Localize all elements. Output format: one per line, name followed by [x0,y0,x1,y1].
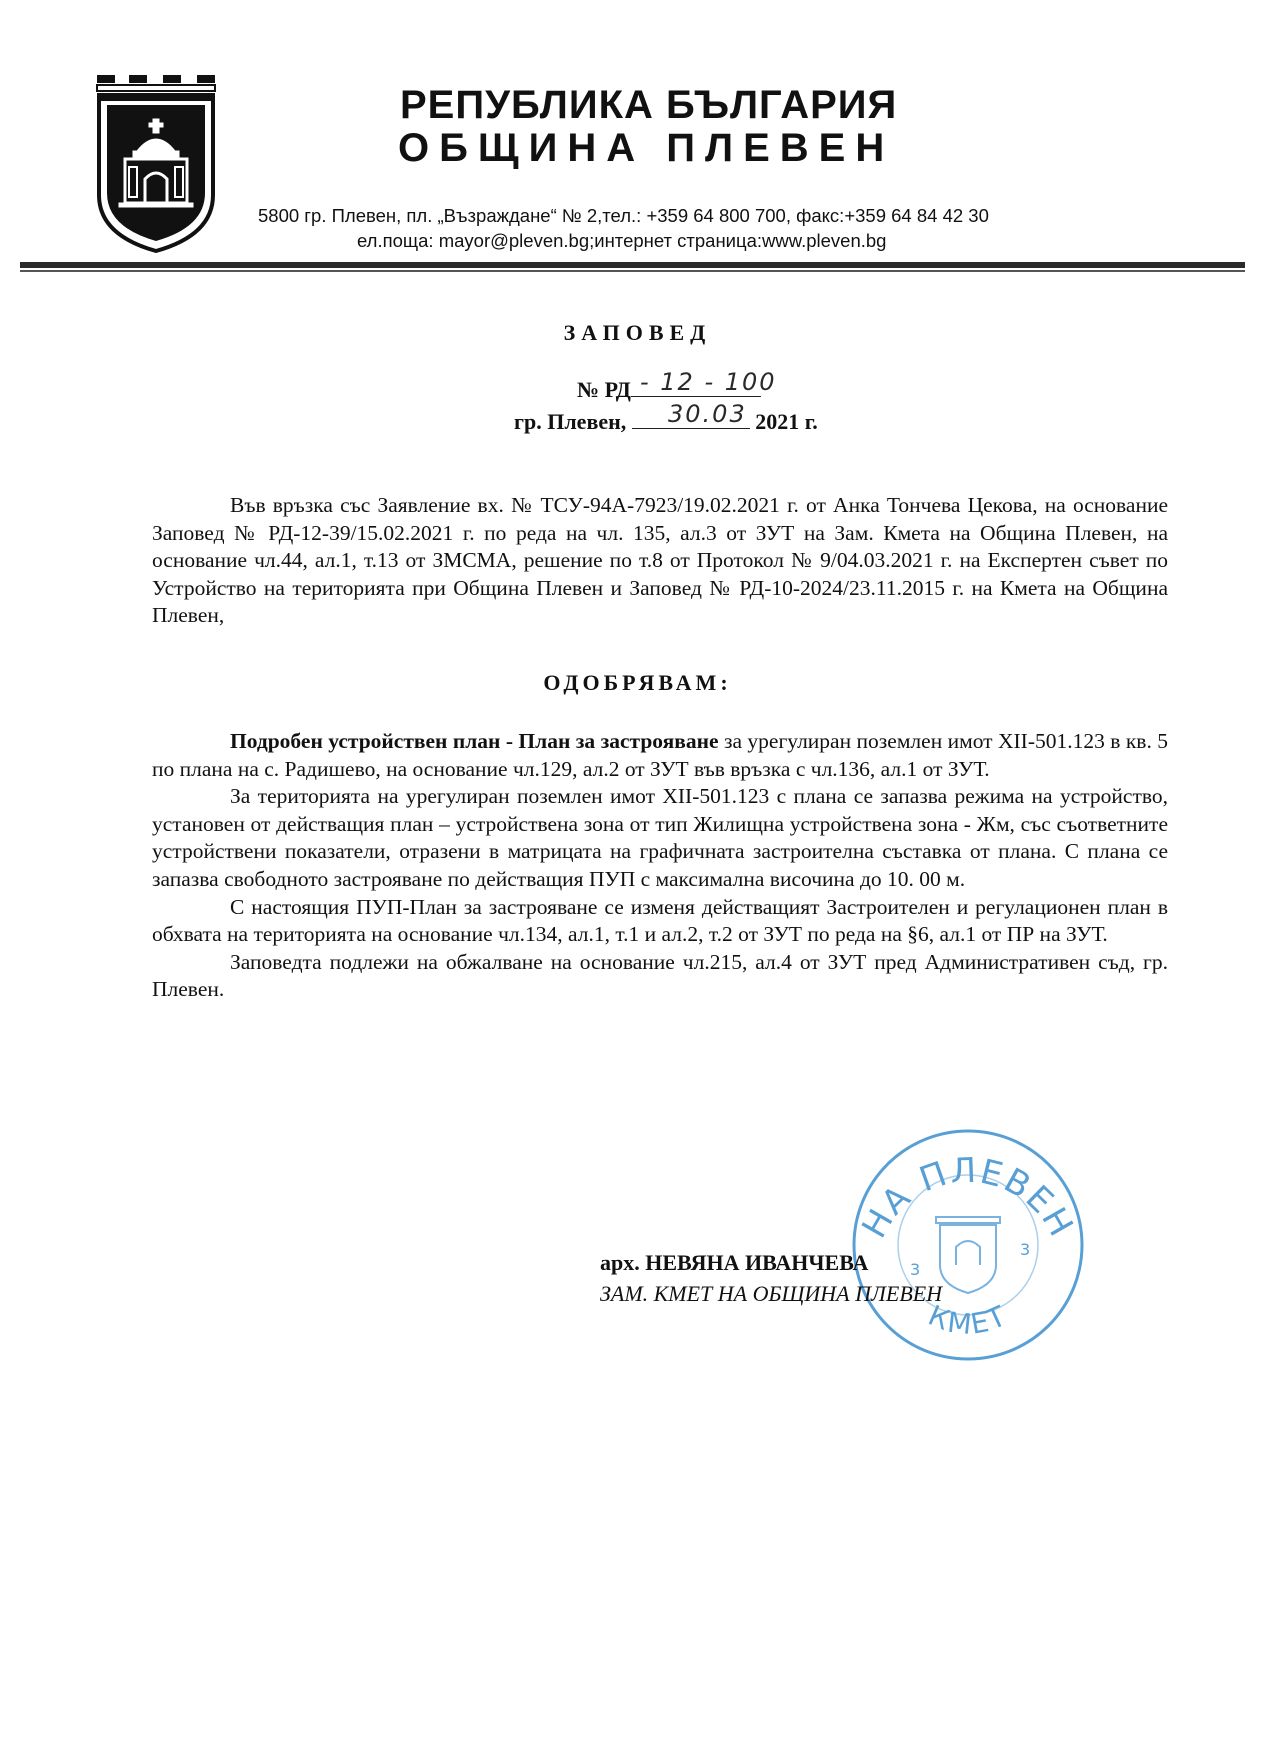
order-number-handwritten: - 12 - 100 [640,368,777,396]
letterhead-divider-thin [20,270,1245,272]
letterhead-contact-email: ел.поща: mayor@pleven.bg;интернет страница:www.pleven.bg [357,230,887,251]
order-number-prefix: № РД [577,377,631,402]
stamp-mark-b: 3 [1020,1240,1031,1259]
order-place-line [514,408,818,435]
approve-heading: ОДОБРЯВАМ: [543,670,732,695]
plan-title-bold: Подробен устройствен план - План за застрояване [230,729,719,753]
letterhead-divider [20,262,1245,268]
signatory-name: арх. НЕВЯНА ИВАНЧЕВА [600,1250,869,1275]
order-year: 2021 г. [755,409,818,434]
main-paragraph-1 [152,728,1168,783]
main-section [152,728,1168,1004]
order-title: ЗАПОВЕД [563,320,712,345]
main-paragraph-3: С настоящия ПУП-План за застрояване се изменя действащият Застроителен и регулационен план в обхвата на територията на основание чл.134, ал.1, т.1 и ал.2, т.2 от ЗУТ по реда на §6, ал.1 от ПР на ЗУТ. [152,894,1168,947]
order-date-handwritten: 30.03 [668,400,747,428]
letterhead-contact-address: 5800 гр. Плевен, пл. „Възраждане“ № 2,тел.: +359 64 800 700, факс:+359 64 84 42 30 [258,205,989,226]
signatory-role: ЗАМ. КМЕТ НА ОБЩИНА ПЛЕВЕН [600,1281,943,1306]
main-paragraph-4: Заповедта подлежи на обжалване на основание чл.215, ал.4 от ЗУТ пред Административен съд, гр. Плевен. [152,949,1168,1002]
official-stamp [848,1125,1088,1365]
municipality-crest-logo [95,75,217,253]
intro-paragraph: Във връзка със Заявление вх. № ТСУ-94А-7923/19.02.2021 г. от Анка Тончева Цекова, на основание Заповед № РД-12-39/15.02.2021 г. по реда на чл. 135, ал.3 от ЗУТ на Зам. Кмета на Община Плевен, на основание чл.44, ал.1, т.13 от ЗМСМА, решение по т.8 от Протокол № 9/04.03.2021 г. на Експертен съвет по Устройство на територията при Община Плевен и Заповед № РД-10-2024/23.11.2015 г. на Кмета на Община Плевен, [152,493,1168,628]
stamp-ring-text: НА ПЛЕВЕН [854,1150,1082,1245]
letterhead-title: РЕПУБЛИКА БЪЛГАРИЯ [400,83,898,127]
main-paragraph-1-rest: за урегулиран поземлен имот XII-501.123 в кв. 5 по плана на с. Радишево, на основание чл.129, ал.2 от ЗУТ във връзка с чл.136, ал.1 от ЗУТ. [152,729,1168,781]
main-paragraph-2: За територията на урегулиран поземлен имот XII-501.123 с плана се запазва режима на устройство, установен от действащия план – устройствена зона от тип Жилищна устройствена зона - Жм, със съответните устройствени показатели, отразени в матрицата на графичната застроителна съставка от плана. С плана се запазва свободното застрояване по действащия ПУП с максимална височина до 10. 00 м. [152,784,1168,891]
letterhead-municipality: ОБЩИНА ПЛЕВЕН [398,126,895,170]
intro-section [152,492,1168,630]
stamp-mark-a: 3 [910,1260,921,1279]
order-place-prefix: гр. Плевен, [514,409,627,434]
stamp-bottom-text: КМЕТ [923,1298,1013,1342]
